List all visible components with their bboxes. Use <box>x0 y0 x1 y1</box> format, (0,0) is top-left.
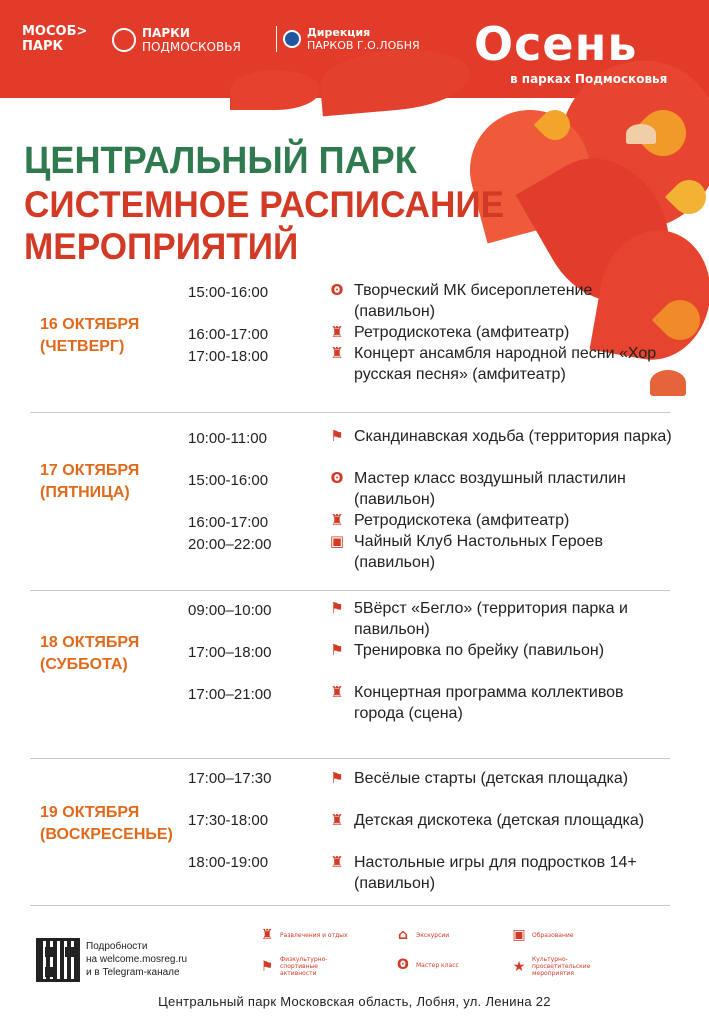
event-title: 5Вёрст «Бегло» (территория парка и павильон) <box>354 600 628 638</box>
osen-logo: Осень <box>474 17 638 71</box>
tree-icon <box>112 28 136 52</box>
page-title: ЦЕНТРАЛЬНЫЙ ПАРК <box>24 140 417 182</box>
legend-excursions <box>394 926 486 944</box>
event-title: Творческий МК бисероплетение (павильон) <box>354 282 593 320</box>
day-label <box>40 802 173 846</box>
legend-education-label: Образование <box>532 931 574 939</box>
legend-entertainment <box>258 926 350 944</box>
event-title: Концерт ансамбля народной песни «Хор русская песня» (амфитеатр) <box>354 345 657 383</box>
day-date: 18 ОКТЯБРЯ <box>40 634 140 651</box>
entertainment-icon: ♜ <box>330 683 344 701</box>
details-line2: на welcome.mosreg.ru <box>86 954 188 965</box>
page-subtitle-line1: СИСТЕМНОЕ РАСПИСАНИЕ <box>24 184 505 225</box>
footer-divider <box>30 905 670 906</box>
direk-line1: Дирекция <box>307 26 371 39</box>
day-date: 17 ОКТЯБРЯ <box>40 462 140 479</box>
legend-sport <box>258 956 350 977</box>
page-subtitle-line2: МЕРОПРИЯТИЙ <box>24 226 299 267</box>
day-label <box>40 460 139 504</box>
event-time: 18:00-19:00 <box>188 854 269 871</box>
event-title: Чайный Клуб Настольных Героев (павильон) <box>354 533 603 571</box>
details-line3: и в Telegram-канале <box>86 967 180 978</box>
day-weekday: (ВОСКРЕСЕНЬЕ) <box>40 826 173 843</box>
masterclass-icon: ʘ <box>330 281 344 299</box>
entertainment-icon: ♜ <box>330 853 344 871</box>
education-icon: ▣ <box>512 927 526 943</box>
day-weekday: (ПЯТНИЦА) <box>40 484 130 501</box>
event-title: Ретродискотека (амфитеатр) <box>354 512 570 529</box>
day-date: 16 ОКТЯБРЯ <box>40 316 140 333</box>
address: Центральный парк Московская область, Лобня, ул. Ленина 22 <box>158 994 551 1009</box>
event-time: 15:00-16:00 <box>188 472 269 489</box>
legend-cultural <box>510 956 602 977</box>
event-title: Скандинавская ходьба (территория парка) <box>354 428 672 445</box>
mosobl-line1: МОСОБ> <box>22 24 88 39</box>
legend-excursions-label: Экскурсии <box>416 931 450 939</box>
entertainment-icon: ♜ <box>260 927 274 943</box>
entertainment-icon: ♜ <box>330 511 344 529</box>
day-divider <box>30 412 670 413</box>
day-date: 19 ОКТЯБРЯ <box>40 804 140 821</box>
masterclass-icon: ʘ <box>397 957 409 973</box>
entertainment-icon: ♜ <box>330 811 344 829</box>
education-icon: ▣ <box>329 532 345 550</box>
sport-icon: ⚑ <box>330 769 344 787</box>
osen-subtitle: в парках Подмосковья <box>510 72 668 86</box>
parki-line1: ПАРКИ <box>142 26 190 40</box>
details-text <box>86 940 187 979</box>
event-time: 17:00–21:00 <box>188 686 272 703</box>
event-title: Тренировка по брейку (павильон) <box>354 642 605 659</box>
event-time: 17:00–17:30 <box>188 770 272 787</box>
cultural-icon: ★ <box>512 958 526 975</box>
event-time: 17:00-18:00 <box>188 348 269 365</box>
legend-entertainment-label: Развлечения и отдых <box>280 931 348 939</box>
event-time: 17:00–18:00 <box>188 644 272 661</box>
event-time: 15:00-16:00 <box>188 284 269 301</box>
event-title: Ретродискотека (амфитеатр) <box>354 324 570 341</box>
entertainment-icon: ♜ <box>330 323 344 341</box>
event-time: 09:00–10:00 <box>188 602 272 619</box>
event-title: Концертная программа коллективов города (сцена) <box>354 684 624 722</box>
entertainment-icon: ♜ <box>330 344 344 362</box>
legend-masterclass-label: Мастер класс <box>416 961 459 969</box>
event-title: Настольные игры для подростков 14+ (павильон) <box>354 854 637 892</box>
parki-line2: ПОДМОСКОВЬЯ <box>142 40 241 54</box>
day-label <box>40 632 139 676</box>
day-label <box>40 314 139 358</box>
legend-education <box>510 926 602 944</box>
emblem-icon <box>283 30 301 48</box>
event-title: Мастер класс воздушный пластилин (павильон) <box>354 470 626 508</box>
masterclass-icon: ʘ <box>330 469 344 487</box>
day-divider <box>30 758 670 759</box>
legend-masterclass <box>394 956 486 974</box>
sport-icon: ⚑ <box>330 599 344 617</box>
sport-icon: ⚑ <box>260 958 274 975</box>
sport-icon: ⚑ <box>330 641 344 659</box>
header <box>0 0 709 98</box>
mosoblpark-logo <box>22 24 87 54</box>
event-title: Детская дискотека (детская площадка) <box>354 812 645 829</box>
event-time: 10:00-11:00 <box>188 430 267 447</box>
sport-icon: ⚑ <box>330 427 344 445</box>
details-line1: Подробности <box>86 941 148 952</box>
event-time: 17:30-18:00 <box>188 812 269 829</box>
direk-line2: ПАРКОВ Г.О.ЛОБНЯ <box>307 39 420 52</box>
day-divider <box>30 590 670 591</box>
event-time: 16:00-17:00 <box>188 326 269 343</box>
day-weekday: (ЧЕТВЕРГ) <box>40 338 125 355</box>
legend-cultural-label: Культурно-просветительские мероприятия <box>532 956 591 977</box>
legend-sport-label: Физкультурно-спортивные активности <box>280 956 328 977</box>
event-time: 16:00-17:00 <box>188 514 269 531</box>
event-title: Весёлые старты (детская площадка) <box>354 770 629 787</box>
qr-code[interactable] <box>36 938 80 982</box>
mosobl-line2: ПАРК <box>22 39 64 54</box>
day-weekday: (СУББОТА) <box>40 656 128 673</box>
event-time: 20:00–22:00 <box>188 536 272 553</box>
direkciya-logo <box>276 26 420 52</box>
excursions-icon: ⌂ <box>397 927 409 943</box>
parki-podmoskovya-logo <box>112 26 241 54</box>
